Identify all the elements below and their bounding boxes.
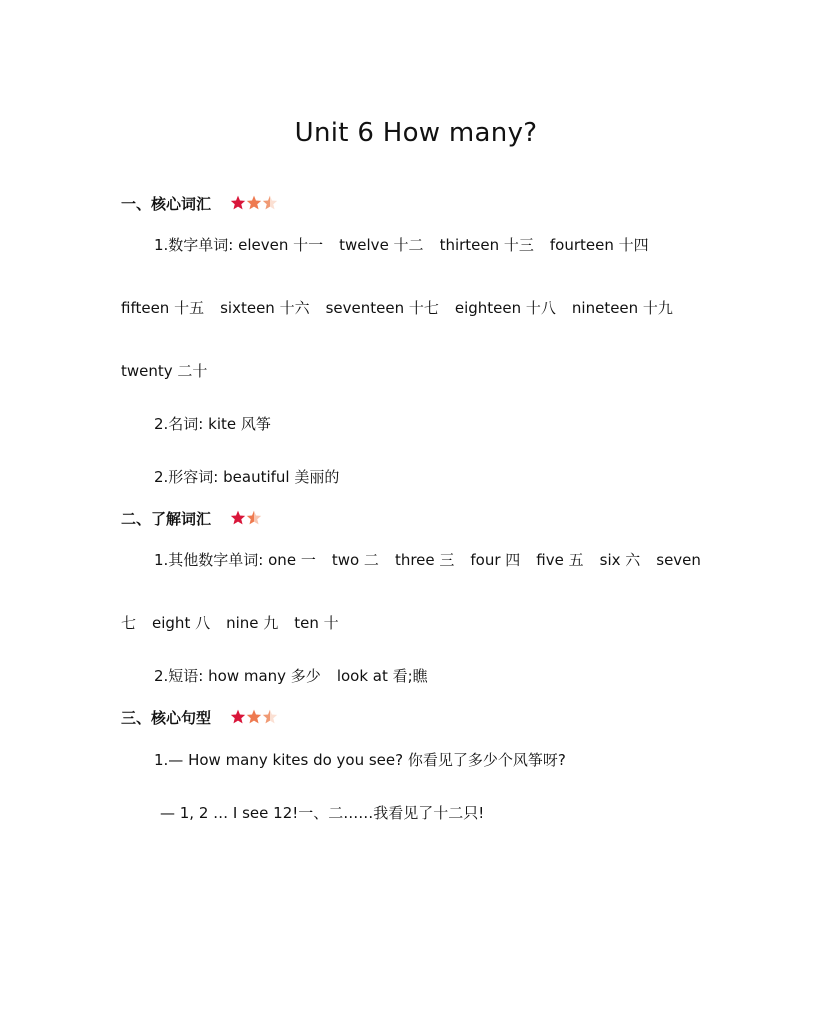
half-star-icon (246, 510, 262, 525)
star-icon (246, 195, 262, 210)
half-star-icon (262, 195, 278, 210)
section-heading-text: 一、核心词汇 (121, 195, 212, 213)
star-icon (246, 709, 262, 724)
vocab-item: thirteen 十三 (439, 236, 534, 254)
vocab-item: fifteen 十五 (121, 299, 205, 317)
vocab-line (154, 665, 428, 686)
vocab-line (154, 466, 339, 487)
vocab-line (154, 549, 701, 570)
vocab-item: 七 (121, 614, 137, 632)
vocab-item: eighteen 十八 (454, 299, 556, 317)
vocab-item: 2.形容词: beautiful 美丽的 (154, 468, 340, 486)
vocab-item: three 三 (394, 551, 455, 569)
vocab-item: sixteen 十六 (220, 299, 310, 317)
sentence-line (160, 802, 484, 823)
vocab-item: five 五 (536, 551, 584, 569)
vocab-item: ten 十 (294, 614, 339, 632)
section-heading-text: 二、了解词汇 (121, 510, 212, 528)
vocab-item: 2.短语: how many 多少 (154, 667, 321, 685)
section-heading-core-sentences (121, 707, 278, 728)
vocab-line (154, 413, 271, 434)
vocab-item: two 二 (331, 551, 379, 569)
sentence-answer: — 1, 2 … I see 12!一、二……我看见了十二只! (160, 804, 485, 822)
sentence-question: 1.— How many kites do you see? 你看见了多少个风筝呀? (154, 751, 566, 769)
vocab-item: 1.其他数字单词: one 一 (154, 551, 316, 569)
star-icon (230, 709, 246, 724)
vocab-item: fourteen 十四 (549, 236, 649, 254)
vocab-item: 2.名词: kite 风筝 (154, 415, 271, 433)
half-star-icon (262, 709, 278, 724)
vocab-item: seven (656, 551, 701, 569)
vocab-item: twelve 十二 (339, 236, 424, 254)
vocab-line (154, 234, 649, 255)
vocab-item: nineteen 十九 (571, 299, 673, 317)
vocab-line (121, 612, 339, 633)
vocab-item: eight 八 (152, 614, 211, 632)
rating-stars (230, 195, 278, 214)
vocab-item: four 四 (470, 551, 521, 569)
vocab-line (121, 360, 207, 381)
sentence-line (154, 749, 566, 770)
rating-stars (230, 510, 262, 529)
vocab-line (121, 297, 673, 318)
section-heading-text: 三、核心句型 (121, 709, 212, 727)
rating-stars (230, 709, 278, 728)
vocab-item: look at 看;瞧 (336, 667, 428, 685)
section-heading-understand-vocabulary (121, 508, 262, 529)
vocab-item: six 六 (599, 551, 641, 569)
vocab-item: seventeen 十七 (325, 299, 439, 317)
section-heading-core-vocabulary (121, 193, 278, 214)
star-icon (230, 510, 246, 525)
vocab-item: nine 九 (226, 614, 279, 632)
vocab-item: 1.数字单词: eleven 十一 (154, 236, 324, 254)
page-title: Unit 6 How many? (294, 118, 538, 148)
star-icon (230, 195, 246, 210)
vocab-item: twenty 二十 (121, 362, 208, 380)
